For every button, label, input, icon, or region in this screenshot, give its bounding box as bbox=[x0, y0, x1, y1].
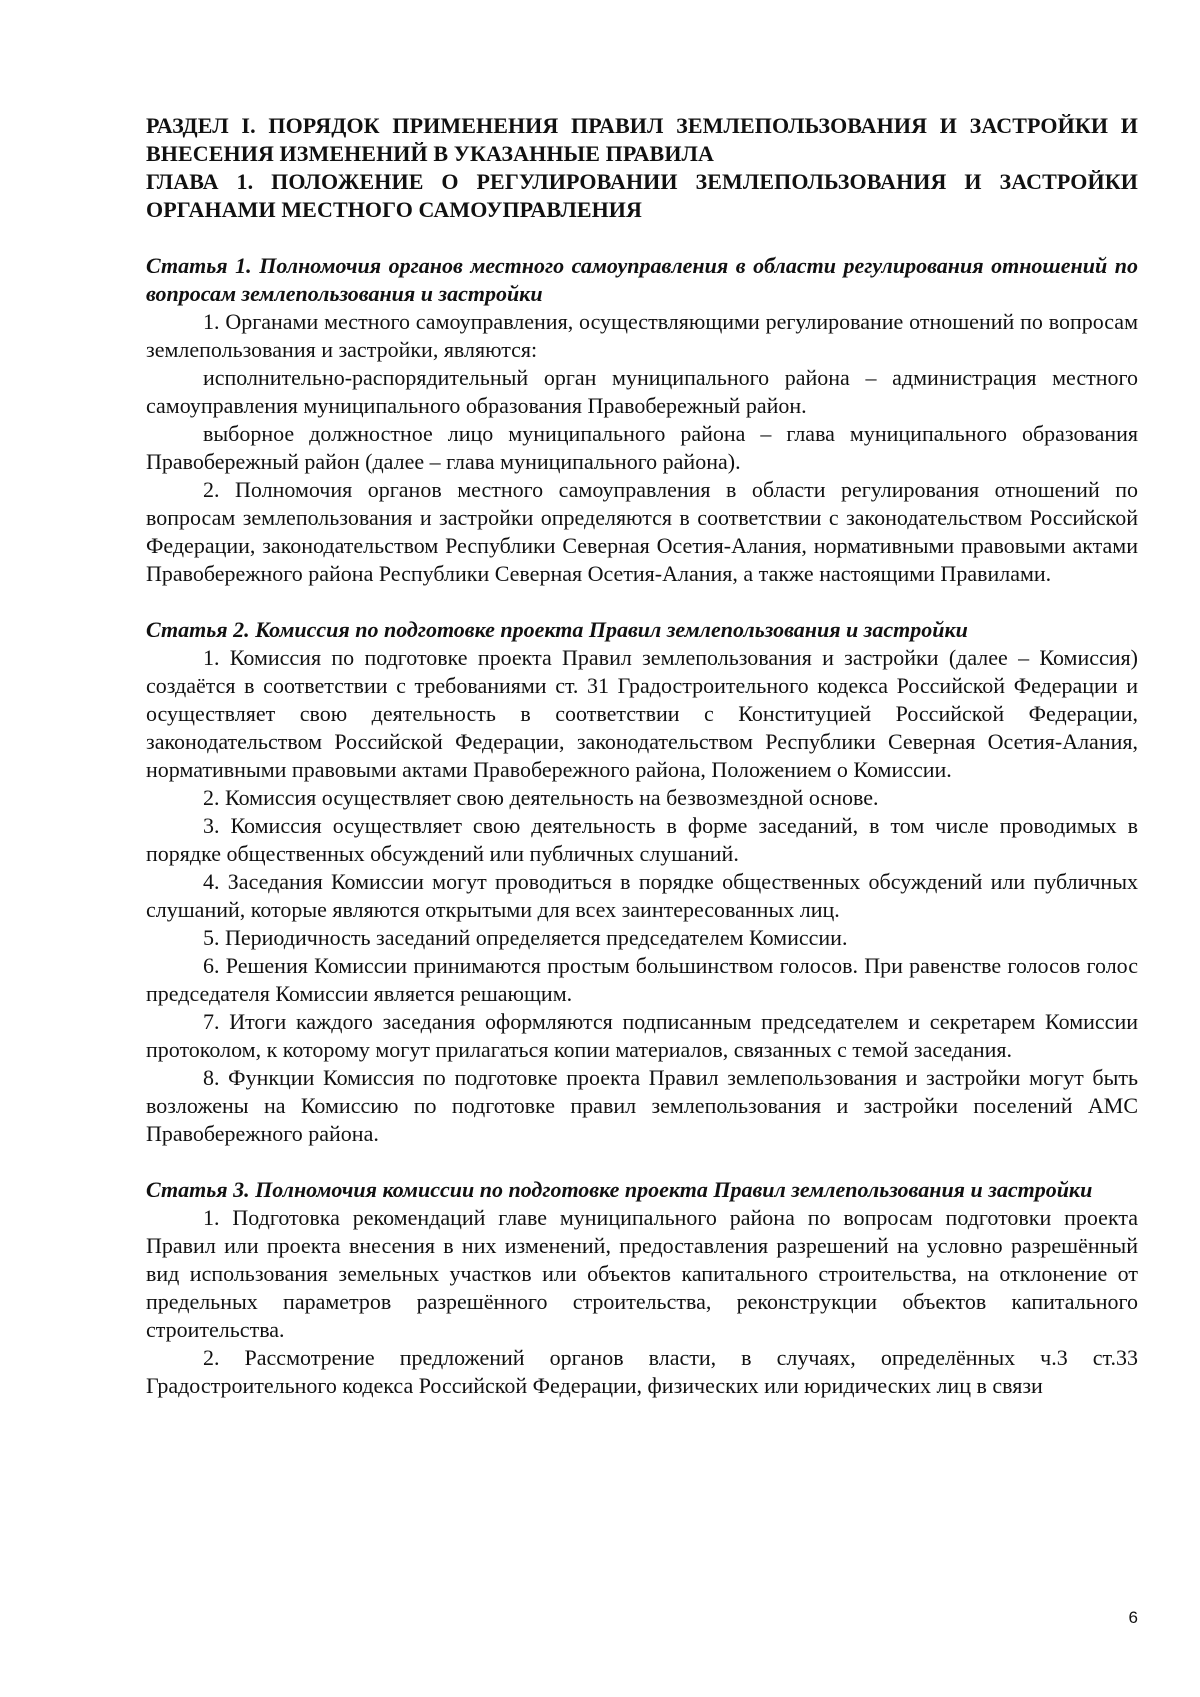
article-2-paragraph: 8. Функции Комиссия по подготовке проекта Правил землепользования и застройки могут быть возложены на Комиссию по подготовке правил землепользования и застройки поселений АМС Правобережного района. bbox=[146, 1065, 1138, 1146]
article-2-paragraph: 6. Решения Комиссии принимаются простым большинством голосов. При равенстве голосов голос председателя Комиссии является решающим. bbox=[146, 953, 1138, 1006]
article-1-paragraph: выборное должностное лицо муниципального района – глава муниципального образования Правобережный район (далее – глава муниципального района). bbox=[146, 421, 1138, 474]
document-page bbox=[146, 112, 1138, 1400]
article-2-paragraph: 4. Заседания Комиссии могут проводиться в порядке общественных обсуждений или публичных слушаний, которые являются открытыми для всех заинтересованных лиц. bbox=[146, 869, 1138, 922]
article-2-paragraph: 7. Итоги каждого заседания оформляются подписанным председателем и секретарем Комиссии протоколом, к которому могут прилагаться копии материалов, связанных с темой заседания. bbox=[146, 1009, 1138, 1062]
article-3-paragraph: 1. Подготовка рекомендаций главе муниципального района по вопросам подготовки проекта Правил или проекта внесения в них изменений, предоставления разрешений на условно разрешённый вид использования земельных участков или объектов капитального строительства, на отклонение от предельных параметров разрешённого строительства, реконструкции объектов капитального строительства. bbox=[146, 1205, 1138, 1342]
article-2-paragraph: 1. Комиссия по подготовке проекта Правил землепользования и застройки (далее – Комиссия) создаётся в соответствии с требованиями ст. 31 Градостроительного кодекса Российской Федерации и осуществляет свою деятельность в соответствии с Конституцией Российской Федерации, законодательством Российской Федерации, законодательством Республики Северная Осетия-Алания, нормативными правовыми актами Правобережного района, Положением о Комиссии. bbox=[146, 645, 1138, 782]
article-1-paragraph: 2. Полномочия органов местного самоуправления в области регулирования отношений по вопросам землепользования и застройки определяются в соответствии с законодательством Российской Федерации, законодательством Республики Северная Осетия-Алания, нормативными правовыми актами Правобережного района Республики Северная Осетия-Алания, а также настоящими Правилами. bbox=[146, 477, 1138, 586]
spacer bbox=[146, 588, 1138, 616]
article-2-paragraph: 2. Комиссия осуществляет свою деятельность на безвозмездной основе. bbox=[203, 785, 879, 810]
article-3-title: Статья 3. Полномочия комиссии по подготовке проекта Правил землепользования и застройки bbox=[146, 1177, 1093, 1202]
article-1-paragraph: 1. Органами местного самоуправления, осуществляющими регулирование отношений по вопросам землепользования и застройки, являются: bbox=[146, 309, 1138, 362]
article-3-paragraph: 2. Рассмотрение предложений органов власти, в случаях, определённых ч.3 ст.33 Градостроительного кодекса Российской Федерации, физических или юридических лиц в связи bbox=[146, 1345, 1138, 1398]
chapter-heading: ГЛАВА 1. ПОЛОЖЕНИЕ О РЕГУЛИРОВАНИИ ЗЕМЛЕПОЛЬЗОВАНИЯ И ЗАСТРОЙКИ ОРГАНАМИ МЕСТНОГО САМОУПРАВЛЕНИЯ bbox=[146, 169, 1138, 222]
article-1-title: Статья 1. Полномочия органов местного самоуправления в области регулирования отношений по вопросам землепользования и застройки bbox=[146, 253, 1138, 306]
section-heading: РАЗДЕЛ I. ПОРЯДОК ПРИМЕНЕНИЯ ПРАВИЛ ЗЕМЛЕПОЛЬЗОВАНИЯ И ЗАСТРОЙКИ И ВНЕСЕНИЯ ИЗМЕНЕНИЙ В УКАЗАННЫЕ ПРАВИЛА bbox=[146, 113, 1138, 166]
spacer bbox=[146, 224, 1138, 252]
article-2-title: Статья 2. Комиссия по подготовке проекта Правил землепользования и застройки bbox=[146, 617, 968, 642]
article-2-paragraph: 5. Периодичность заседаний определяется председателем Комиссии. bbox=[203, 925, 848, 950]
article-2-paragraph: 3. Комиссия осуществляет свою деятельность в форме заседаний, в том числе проводимых в порядке общественных обсуждений или публичных слушаний. bbox=[146, 813, 1138, 866]
article-1-paragraph: исполнительно-распорядительный орган муниципального района – администрация местного самоуправления муниципального образования Правобережный район. bbox=[146, 365, 1138, 418]
page-number: 6 bbox=[1128, 1608, 1138, 1627]
spacer bbox=[146, 1148, 1138, 1176]
